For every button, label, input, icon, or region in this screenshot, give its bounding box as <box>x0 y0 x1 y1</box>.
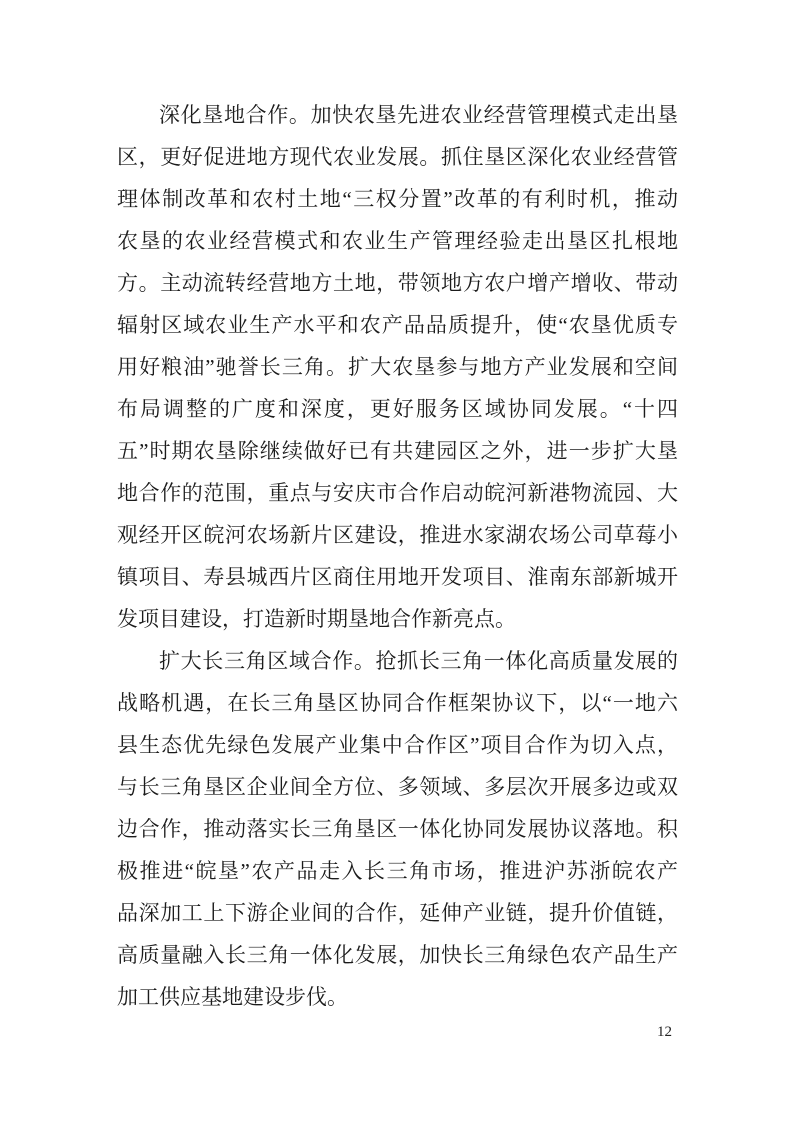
text-line: 观经开区皖河农场新片区建设，推进水家湖农场公司草莓小 <box>117 523 678 547</box>
text-line: 地合作的范围，重点与安庆市合作启动皖河新港物流园、大 <box>117 481 678 505</box>
text-line: 区，更好促进地方现代农业发展。抓住垦区深化农业经营管 <box>117 145 678 169</box>
text-line: 高质量融入长三角一体化发展，加快长三角绿色农产品生产 <box>117 943 678 967</box>
text-line: 边合作，推动落实长三角垦区一体化协同发展协议落地。积 <box>117 817 678 841</box>
text-line: 用好粮油”驰誉长三角。扩大农垦参与地方产业发展和空间 <box>117 355 678 379</box>
text-line: 深化垦地合作。加快农垦先进农业经营管理模式走出垦 <box>159 103 678 127</box>
text-line: 五”时期农垦除继续做好已有共建园区之外，进一步扩大垦 <box>117 439 678 463</box>
document-body <box>117 94 678 1018</box>
paragraph-expand-yangtze-delta-cooperation <box>117 640 678 1018</box>
page-number: 12 <box>657 1024 672 1040</box>
text-line: 发项目建设，打造新时期垦地合作新亮点。 <box>117 607 516 631</box>
text-line: 辐射区域农业生产水平和农产品品质提升，使“农垦优质专 <box>117 313 678 337</box>
paragraph-deepen-kendi-cooperation <box>117 94 678 640</box>
text-line: 品深加工上下游企业间的合作，延伸产业链，提升价值链， <box>117 901 678 925</box>
text-line: 方。主动流转经营地方土地，带领地方农户增产增收、带动 <box>117 271 678 295</box>
text-line: 县生态优先绿色发展产业集中合作区”项目合作为切入点， <box>117 733 678 757</box>
text-line: 与长三角垦区企业间全方位、多领域、多层次开展多边或双 <box>117 775 678 799</box>
text-line: 扩大长三角区域合作。抢抓长三角一体化高质量发展的 <box>159 649 678 673</box>
text-line: 布局调整的广度和深度，更好服务区域协同发展。“十四 <box>117 397 678 421</box>
text-line: 极推进“皖垦”农产品走入长三角市场，推进沪苏浙皖农产 <box>117 859 678 883</box>
text-line: 加工供应基地建设步伐。 <box>117 985 348 1009</box>
text-line: 战略机遇，在长三角垦区协同合作框架协议下，以“一地六 <box>117 691 678 715</box>
text-line: 理体制改革和农村土地“三权分置”改革的有利时机，推动 <box>117 187 678 211</box>
text-line: 农垦的农业经营模式和农业生产管理经验走出垦区扎根地 <box>117 229 678 253</box>
text-line: 镇项目、寿县城西片区商住用地开发项目、淮南东部新城开 <box>117 565 678 589</box>
